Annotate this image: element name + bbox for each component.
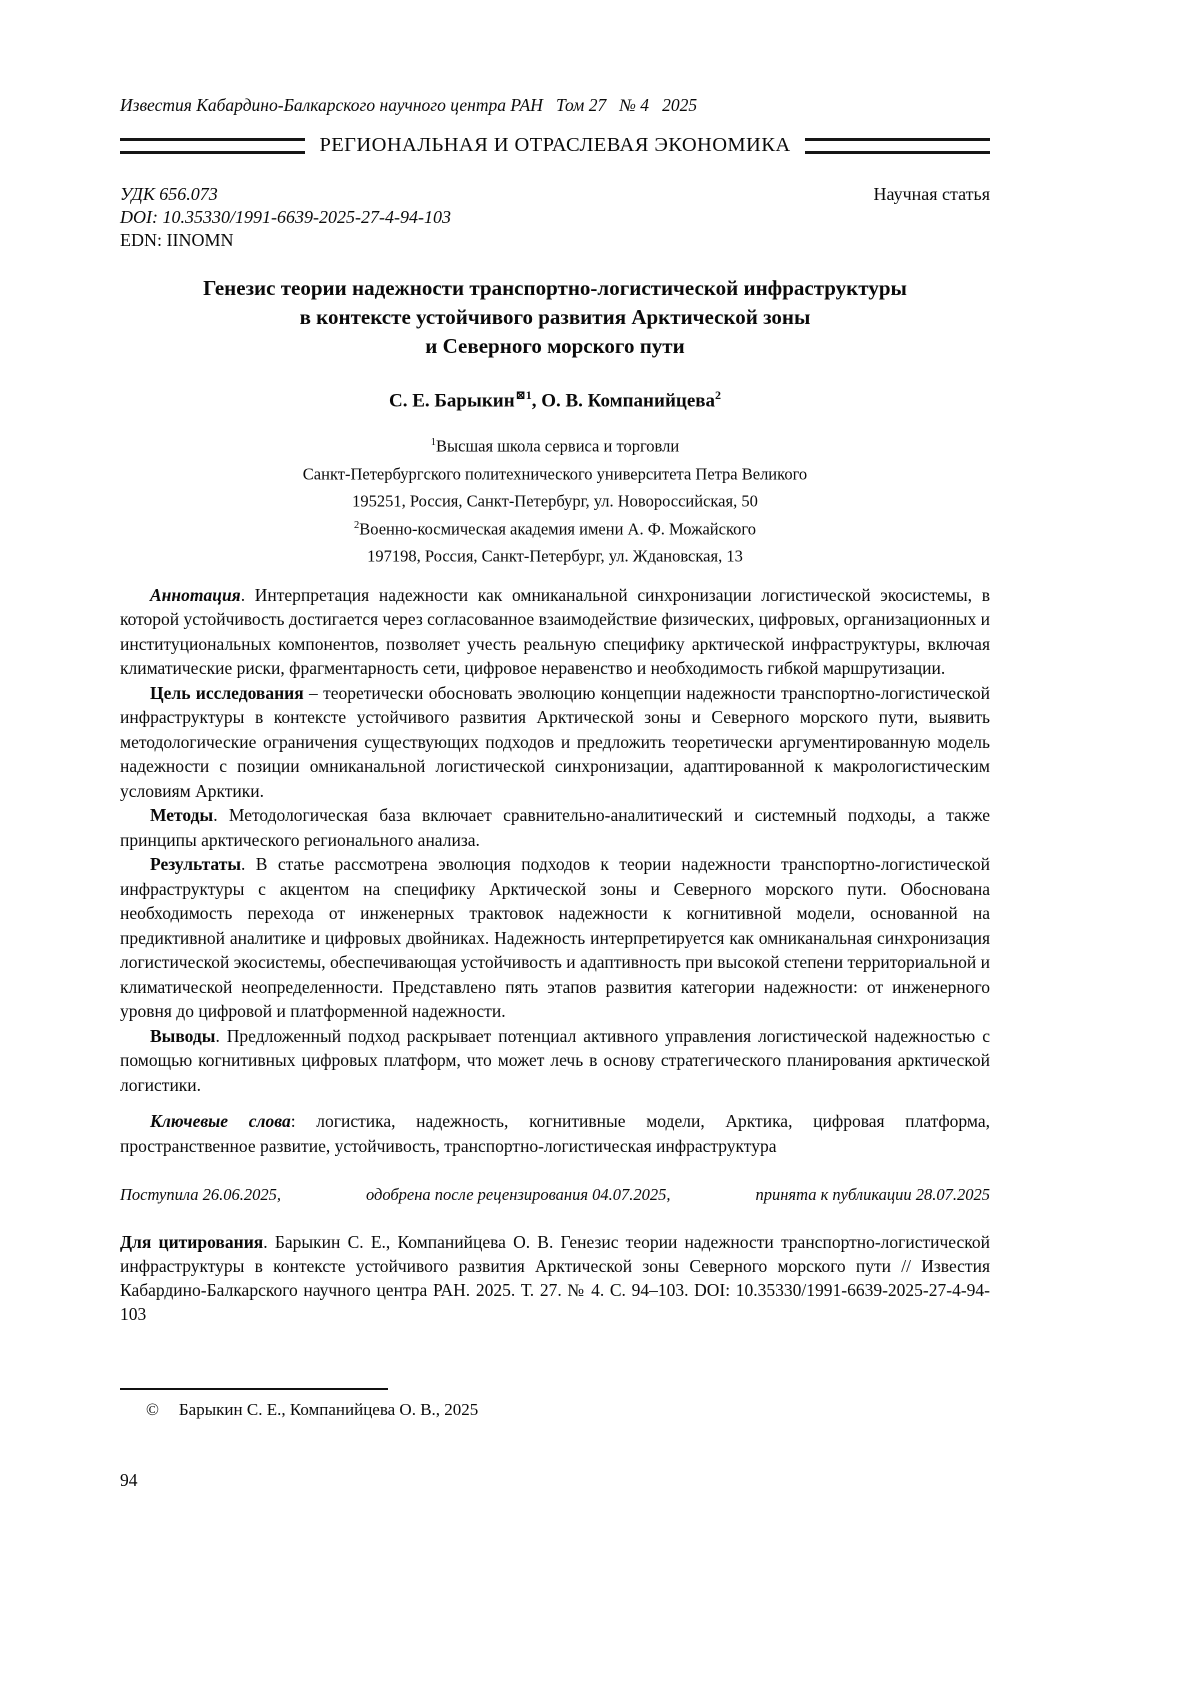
citation-label: Для цитирования (120, 1232, 264, 1253)
article-title (120, 274, 990, 361)
keywords-text: : логистика, надежность, когнитивные модели, Арктика, цифровая платформа, пространственное развитие, устойчивость, транспортно-логистическая инфраструктура (120, 1111, 990, 1156)
date-approved: одобрена после рецензирования 04.07.2025, (365, 1185, 671, 1205)
affiliation-text: 197198, Россия, Санкт-Петербург, ул. Ждановская, 13 (367, 546, 743, 566)
udc-label: УДК 656.073 (120, 184, 218, 204)
author-1-name: С. Е. Барыкин (388, 390, 515, 412)
journal-header: Известия Кабардино-Балкарского научного центра РАН Том 27 № 4 2025 (120, 95, 698, 115)
date-received: Поступила 26.06.2025, (120, 1185, 281, 1205)
affiliation-text: Высшая школа сервиса и торговли (436, 436, 680, 456)
results-label: Результаты (150, 854, 241, 875)
author-2-name: О. В. Компанийцева (541, 390, 716, 412)
doi-line: DOI: 10.35330/1991-6639-2025-27-4-94-103 (120, 207, 451, 227)
title-line-2: в контексте устойчивого развития Арктической зоны (299, 305, 811, 329)
title-line-3: и Северного морского пути (425, 334, 685, 358)
section-banner (120, 134, 990, 157)
annotation-text: . Интерпретация надежности как омниканальной синхронизации логистической экосистемы, в которой устойчивость достигается через согласованное взаимодействие физических, цифровых, организационных и институциональных компонентов, позволяет учесть реальную специфику арктической инфраструктуры, включая климатические риски, фрагментарность сети, цифровое неравенство и необходимость гибкой маршрутизации. (120, 584, 990, 679)
banner-rule-left-icon (120, 138, 305, 154)
meta-row (120, 183, 990, 206)
abstract-results-paragraph (120, 852, 990, 1024)
goal-text: – теоретически обосновать эволюцию концепции надежности транспортно-логистической инфраструктуры в контексте устойчивого развития Арктической зоны и Северного морского пути, выявить методологические ограничения существующих подходов и предложить теоретически аргументированную модель надежности с позиции омниканальной логистической синхронизации, адаптированной к макрологистическим условиям Арктики. (120, 682, 990, 801)
date-accepted: принята к публикации 28.07.2025 (755, 1185, 990, 1205)
annotation-label: Аннотация (150, 584, 241, 605)
abstract-block (120, 583, 990, 1159)
abstract-annotation-paragraph (120, 583, 990, 681)
title-line-1: Генезис теории надежности транспортно-логистической инфраструктуры (203, 276, 907, 300)
affiliation-line (120, 459, 990, 487)
footnote-rule (120, 1388, 388, 1390)
citation-text: . Барыкин С. Е., Компанийцева О. В. Генезис теории надежности транспортно-логистической инфраструктуры в контексте устойчивого развития Арктической зоны Северного морского пути // Известия Кабардино-Балкарского научного центра РАН. 2025. Т. 27. № 4. С. 94–103. DOI: 10.35330/1991-6639-2025-27-4-94-103 (120, 1232, 990, 1325)
dates-row (120, 1184, 990, 1206)
methods-text: . Методологическая база включает сравнительно-аналитический и системный подходы, а также принципы арктического регионального анализа. (120, 805, 990, 850)
conclusions-text: . Предложенный подход раскрывает потенциал активного управления логистической надежностью с помощью когнитивных цифровых платформ, что может лечь в основу стратегического планирования арктической логистики. (120, 1025, 990, 1095)
affiliation-line (120, 486, 990, 514)
abstract-methods-paragraph (120, 803, 990, 852)
author-2-affiliation-sup: 2 (715, 388, 722, 402)
abstract-conclusions-paragraph (120, 1024, 990, 1098)
conclusions-label: Выводы (150, 1025, 216, 1046)
affiliation-line (120, 541, 990, 569)
copyright-icon: © (146, 1400, 159, 1419)
page-number: 94 (120, 1470, 138, 1490)
results-text: . В статье рассмотрена эволюция подходов к теории надежности транспортно-логистической инфраструктуры с акцентом на специфику Арктической зоны и Северного морского пути. Обоснована необходимость перехода от инженерных трактовок надежности к когнитивной модели, основанной на предиктивной аналитике и цифровых двойниках. Надежность интерпретируется как омниканальная синхронизация логистической экосистемы, обеспечивающая устойчивость и адаптивность при высокой степени территориальной и климатической неопределенности. Представлено пять этапов развития категории надежности: от инженерного уровня до цифровой и платформенной надежности. (120, 854, 990, 1022)
affiliation-text: Санкт-Петербургского политехнического университета Петра Великого (302, 464, 808, 484)
authors-separator: , (531, 390, 542, 412)
affiliation-sup: 1 (430, 437, 437, 449)
citation-paragraph (120, 1230, 990, 1326)
abstract-goal-paragraph (120, 681, 990, 804)
article-type-label: Научная статья (873, 184, 990, 204)
goal-label: Цель исследования (150, 682, 304, 703)
keywords-label: Ключевые слова (150, 1111, 291, 1132)
affiliation-text: 195251, Россия, Санкт-Петербург, ул. Новороссийская, 50 (352, 491, 758, 511)
methods-label: Методы (150, 805, 214, 826)
affiliation-line (120, 514, 990, 542)
section-banner-title: РЕГИОНАЛЬНАЯ И ОТРАСЛЕВАЯ ЭКОНОМИКА (319, 134, 791, 156)
affiliation-text: Военно-космическая академия имени А. Ф. Можайского (359, 519, 756, 539)
edn-line: EDN: IINOMN (120, 230, 234, 250)
corresponding-author-icon: ⊠ (515, 388, 526, 402)
author-1-affiliation-sup: 1 (525, 388, 532, 402)
authors-line (120, 383, 990, 413)
copyright-text: Барыкин С. Е., Компанийцева О. В., 2025 (178, 1400, 479, 1419)
affiliations-block (120, 431, 990, 569)
affiliation-sup: 2 (354, 519, 360, 531)
copyright-line (120, 1400, 990, 1420)
keywords-paragraph (120, 1109, 990, 1158)
copyright-block (120, 1388, 990, 1420)
affiliation-line (120, 431, 990, 459)
banner-rule-right-icon (805, 138, 990, 154)
